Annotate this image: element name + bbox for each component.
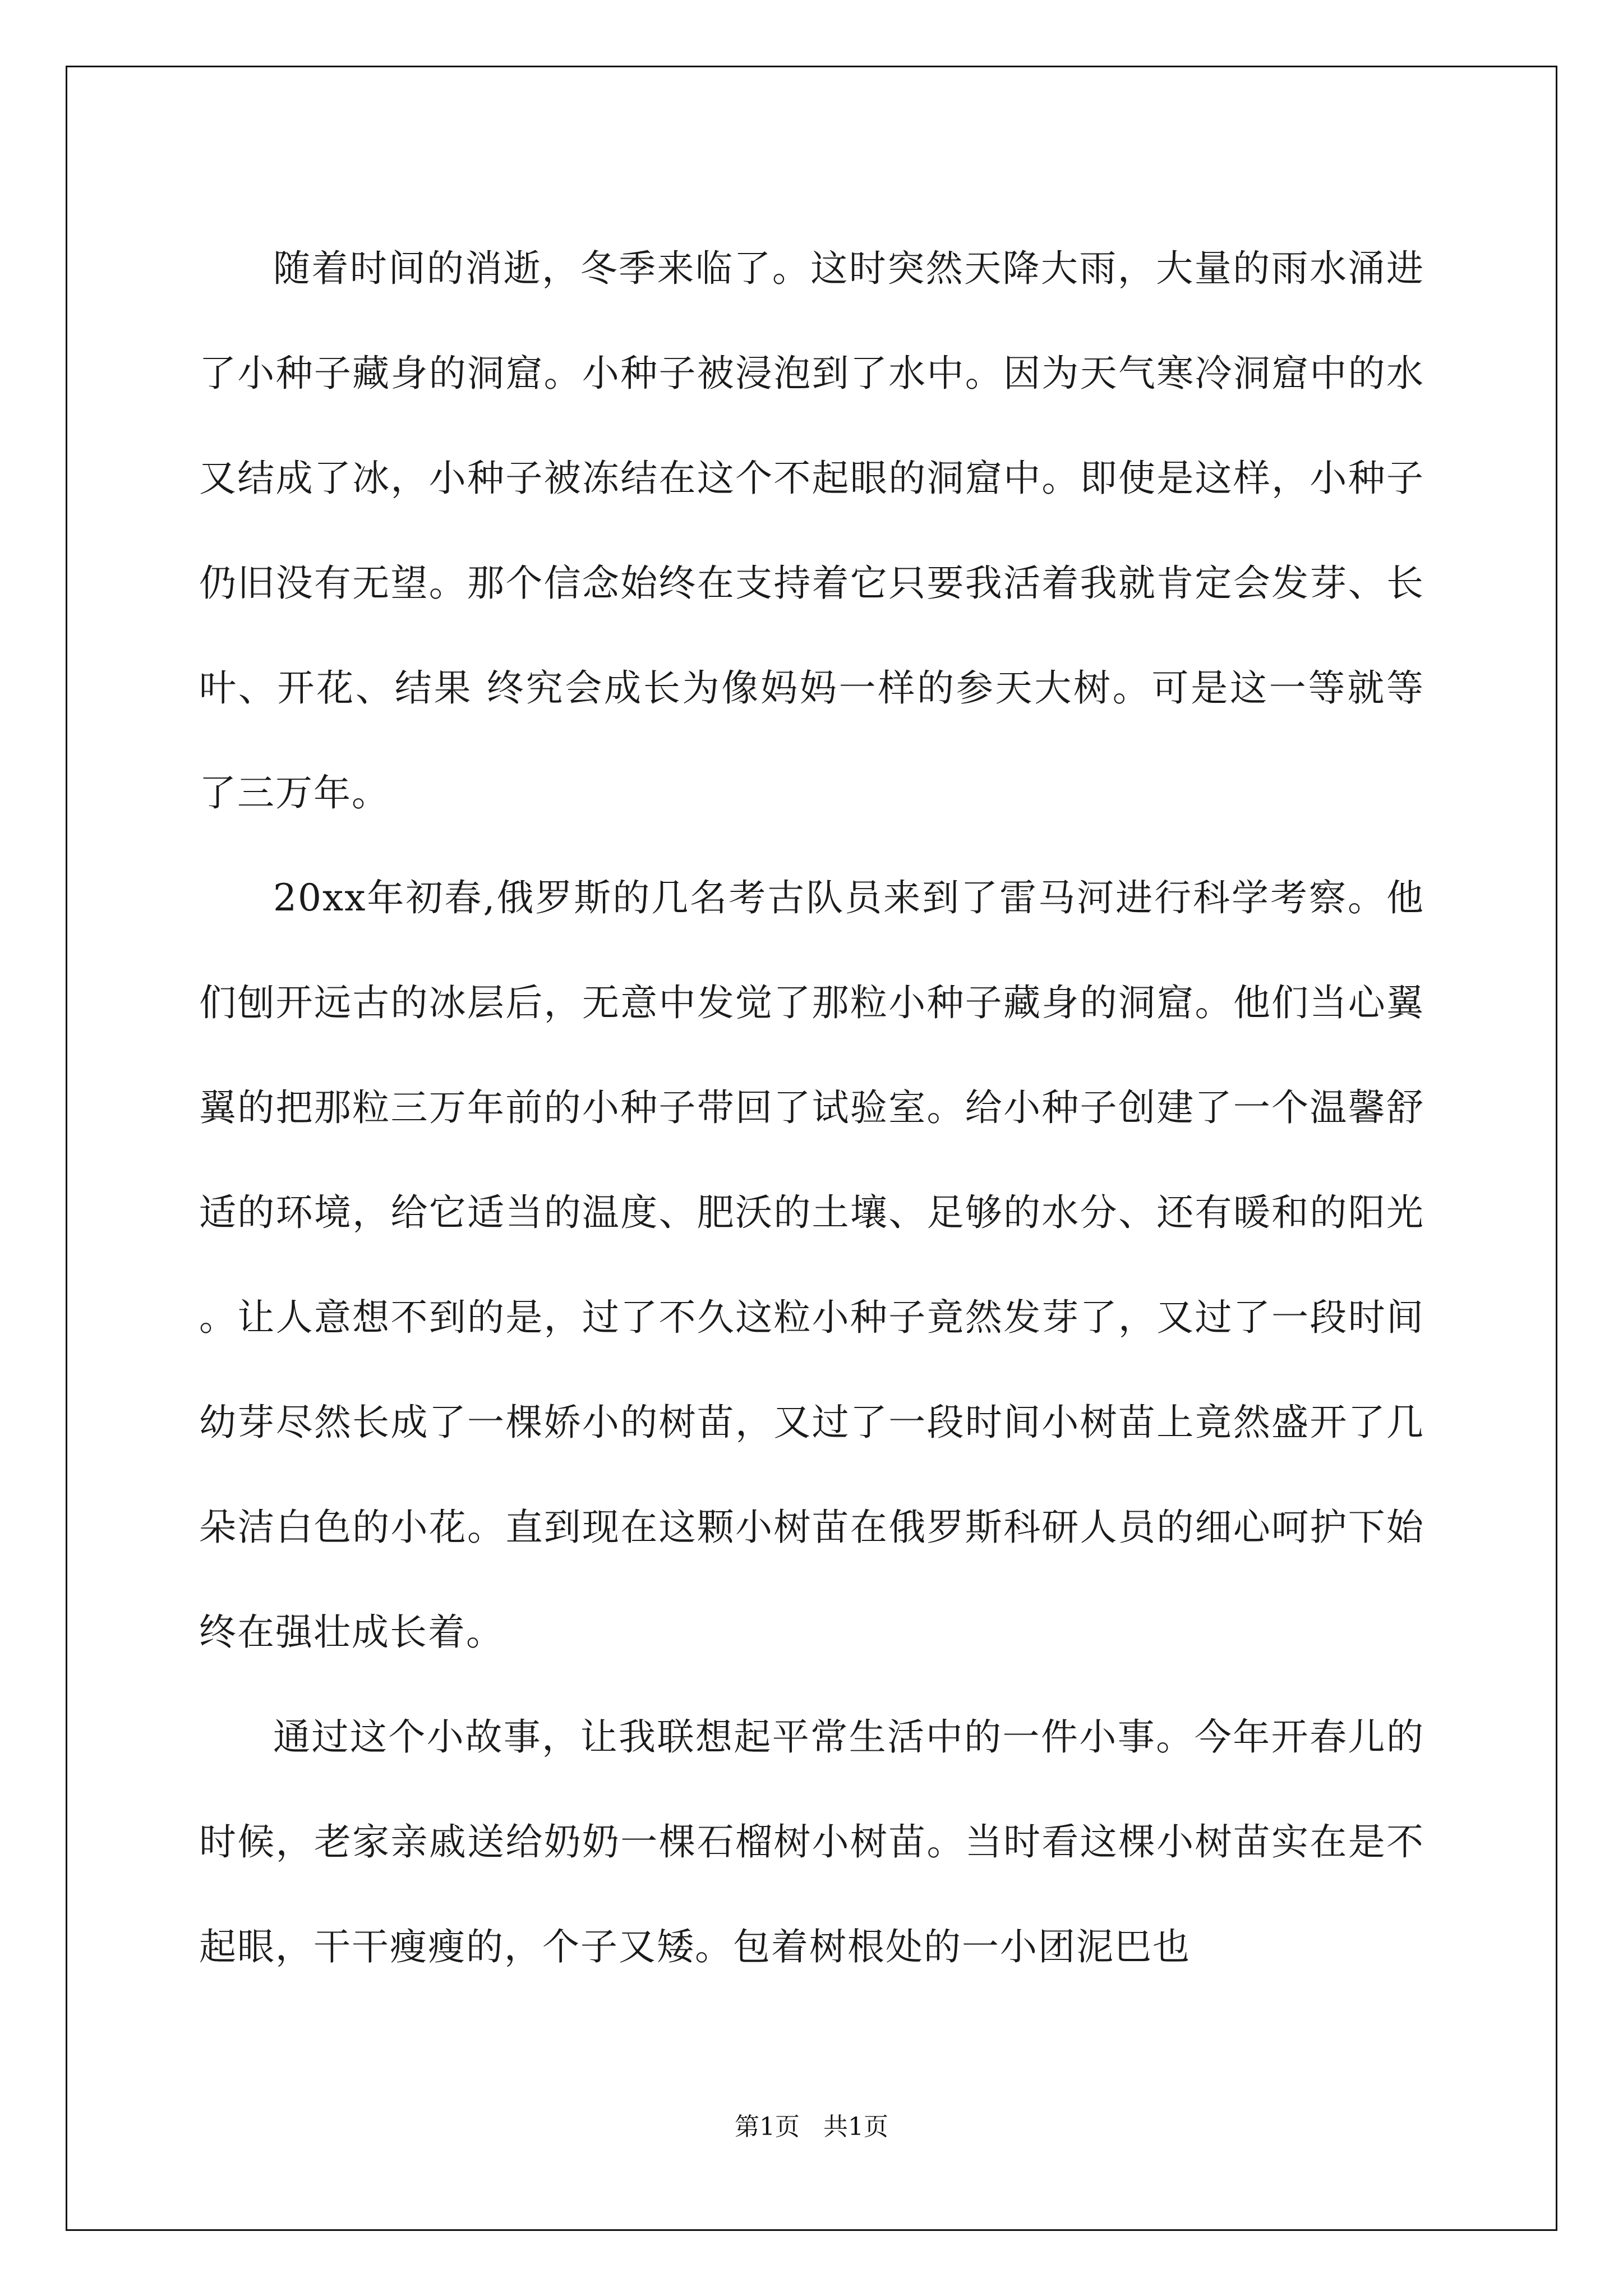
- document-body: [199, 216, 1424, 1999]
- paragraph-3: 通过这个小故事，让我联想起平常生活中的一件小事。今年开春儿的时候，老家亲戚送给奶奶一棵石榴树小树苗。当时看这棵小树苗实在是不起眼，干干瘦瘦的，个子又矮。包着树根处的一小团泥巴也: [199, 1715, 1424, 1968]
- paragraph-1: 随着时间的消逝，冬季来临了。这时突然天降大雨，大量的雨水涌进了小种子藏身的洞窟。小种子被浸泡到了水中。因为天气寒冷洞窟中的水又结成了冰，小种子被冻结在这个不起眼的洞窟中。即使是这样，小种子仍旧没有无望。那个信念始终在支持着它只要我活着我就肯定会发芽、长叶、开花、结果 终究会成长为像妈妈一样的参天大树。可是这一等就等了三万年。: [199, 247, 1424, 815]
- page-footer: 第1页 共1页: [735, 2113, 888, 2141]
- paragraph-2: 20xx年初春,俄罗斯的几名考古队员来到了雷马河进行科学考察。他们刨开远古的冰层后，无意中发觉了那粒小种子藏身的洞窟。他们当心翼翼的把那粒三万年前的小种子带回了试验室。给小种子创建了一个温馨舒适的环境，给它适当的温度、肥沃的土壤、足够的水分、还有暖和的阳光 。让人意想不到的是，过了不久这粒小种子竟然发芽了，又过了一段时间幼芽尽然长成了一棵娇小的树苗，又过了一段时间小树苗上竟然盛开了几朵洁白色的小花。直到现在这颗小树苗在俄罗斯科研人员的细心呵护下始终在强壮成长着。: [199, 876, 1424, 1654]
